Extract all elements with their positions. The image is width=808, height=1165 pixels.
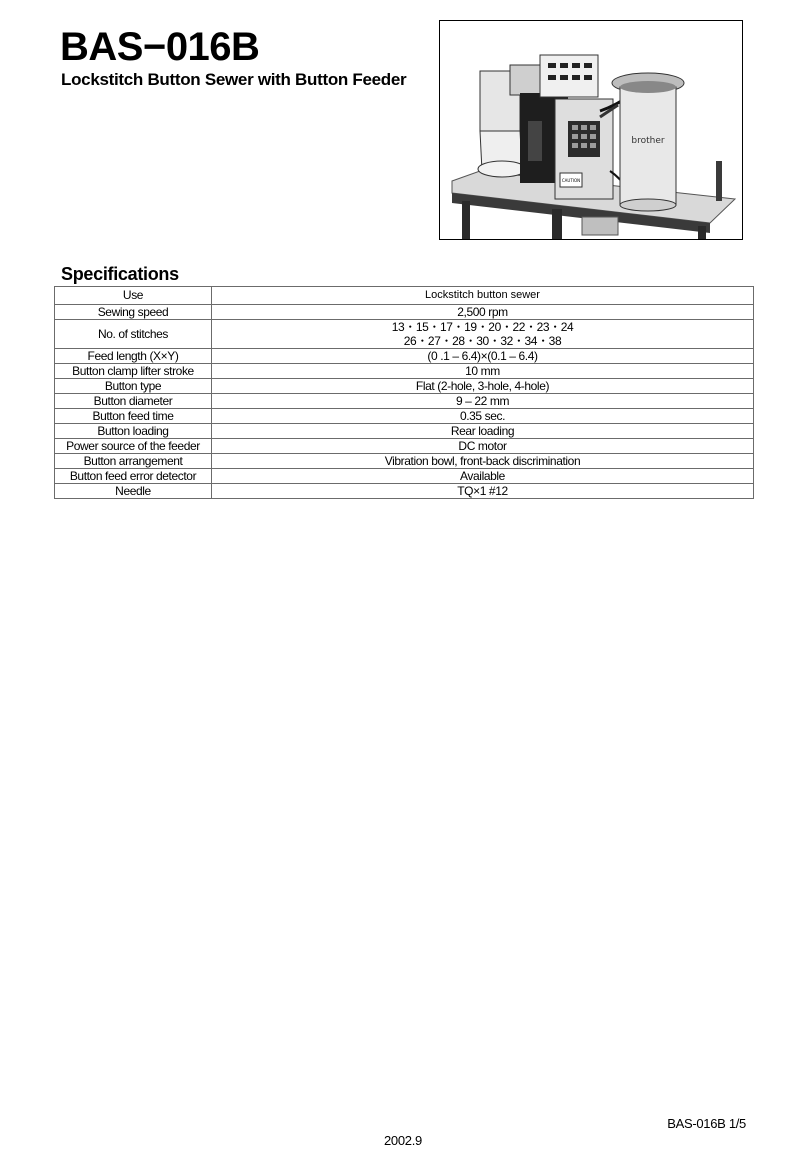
table-row (55, 454, 754, 469)
spec-value: Rear loading (212, 424, 754, 439)
table-row (55, 469, 754, 484)
table-row (55, 424, 754, 439)
publication-date: 2002.9 (384, 1133, 422, 1148)
spec-label: Button arrangement (55, 454, 212, 469)
spec-label: No. of stitches (55, 320, 212, 349)
model-title: BAS−016B (60, 25, 260, 69)
spec-label: Power source of the feeder (55, 439, 212, 454)
spec-value: TQ×1 #12 (212, 484, 754, 499)
product-photo (439, 20, 743, 240)
caution-label: CAUTION (561, 178, 581, 183)
spec-value: (0 .1 – 6.4)×(0.1 – 6.4) (212, 349, 754, 364)
table-row (55, 349, 754, 364)
spec-label: Button clamp lifter stroke (55, 364, 212, 379)
sewing-machine-illustration (440, 21, 742, 239)
specifications-heading: Specifications (61, 264, 179, 284)
spec-value: Lockstitch button sewer (212, 287, 754, 305)
table-row (55, 439, 754, 454)
spec-label: Button type (55, 379, 212, 394)
specifications-table (54, 286, 754, 499)
spec-value: 0.35 sec. (212, 409, 754, 424)
spec-value: Available (212, 469, 754, 484)
spec-label: Button feed time (55, 409, 212, 424)
table-row (55, 394, 754, 409)
spec-value: Vibration bowl, front-back discrimination (212, 454, 754, 469)
spec-label: Needle (55, 484, 212, 499)
brand-logo: brother (631, 136, 665, 146)
spec-label: Use (55, 287, 212, 305)
table-row (55, 364, 754, 379)
spec-label: Button diameter (55, 394, 212, 409)
page-code: BAS-016B 1/5 (667, 1116, 746, 1131)
table-row (55, 484, 754, 499)
spec-value: 10 mm (212, 364, 754, 379)
table-row (55, 379, 754, 394)
spec-value (212, 320, 754, 349)
table-row (55, 305, 754, 320)
stitch-counts-line-2: 26・27・28・30・32・34・38 (403, 334, 562, 348)
spec-value: 2,500 rpm (212, 305, 754, 320)
spec-label: Feed length (X×Y) (55, 349, 212, 364)
stitch-counts-line-1: 13・15・17・19・20・22・23・24 (391, 320, 574, 334)
table-row (55, 409, 754, 424)
spec-value: DC motor (212, 439, 754, 454)
spec-label: Button feed error detector (55, 469, 212, 484)
spec-label: Button loading (55, 424, 212, 439)
table-row (55, 287, 754, 305)
table-row (55, 320, 754, 349)
spec-value: 9 – 22 mm (212, 394, 754, 409)
spec-value: Flat (2-hole, 3-hole, 4-hole) (212, 379, 754, 394)
product-subtitle: Lockstitch Button Sewer with Button Feeder (61, 70, 407, 89)
spec-label: Sewing speed (55, 305, 212, 320)
